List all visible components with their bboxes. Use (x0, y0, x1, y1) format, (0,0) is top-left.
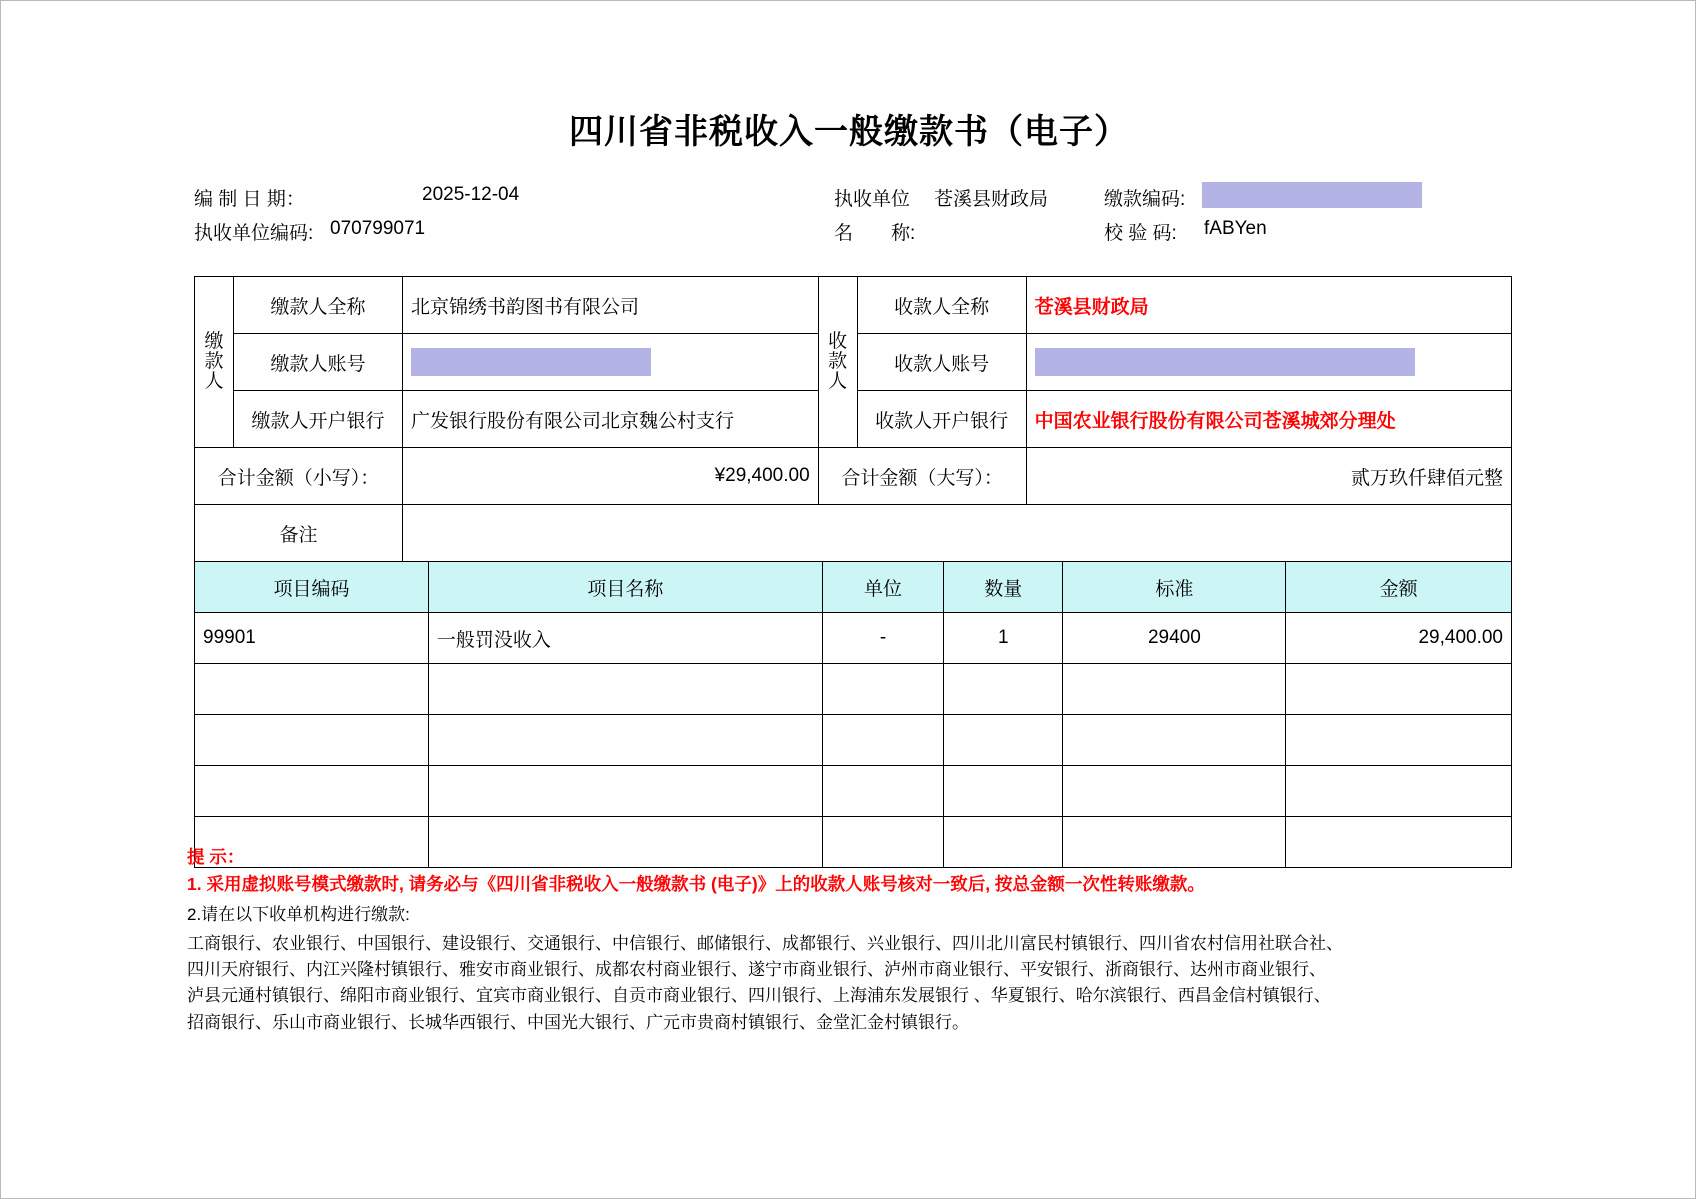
cell-name: 一般罚没收入 (428, 613, 822, 664)
cell-qty (944, 715, 1063, 766)
totals-row (195, 448, 1512, 505)
party-row-name (195, 277, 1512, 334)
cell-qty (944, 766, 1063, 817)
cell-qty (944, 664, 1063, 715)
column-header-unit: 单位 (822, 562, 943, 613)
column-header-qty: 数量 (944, 562, 1063, 613)
collector-unit-value: 苍溪县财政局 (934, 189, 1049, 210)
table-row (195, 664, 1512, 715)
payer-account-redacted (411, 348, 651, 376)
total-small-label: 合计金额（小写）： (195, 448, 403, 505)
total-capital-value: 贰万玖仟肆佰元整 (1026, 448, 1511, 505)
cell-code: 99901 (195, 613, 429, 664)
bank-list-line: 泸县元通村镇银行、绵阳市商业银行、宜宾市商业银行、自贡市商业银行、四川银行、上海浦东发展银行 、华夏银行、哈尔滨银行、西昌金信村镇银行、 (187, 986, 1331, 1006)
payee-account-redacted (1035, 348, 1415, 376)
check-code-value: fABYen (1204, 218, 1267, 239)
cell-unit (822, 715, 943, 766)
detail-table (194, 561, 1512, 868)
column-header-name: 项目名称 (428, 562, 822, 613)
table-row (195, 613, 1512, 664)
bank-list-line: 工商银行、农业银行、中国银行、建设银行、交通银行、中信银行、邮储银行、成都银行、兴业银行、四川北川富民村镇银行、四川省农村信用社联合社、 (187, 933, 1343, 953)
payee-bank-label: 收款人开户银行 (857, 391, 1026, 448)
payment-code-label: 缴款编码: (1104, 189, 1186, 210)
cell-name (428, 715, 822, 766)
total-capital-label: 合计金额（大写）： (818, 448, 1026, 505)
cell-standard: 29400 (1063, 613, 1286, 664)
payee-account-value (1026, 334, 1511, 391)
collector-code-value: 070799071 (330, 218, 426, 239)
cell-code (195, 664, 429, 715)
payer-side-label: 缴 款 人 (195, 277, 234, 448)
payment-code-redacted-value (1202, 182, 1422, 208)
cell-unit (822, 766, 943, 817)
cell-name (428, 766, 822, 817)
cell-qty: 1 (944, 613, 1063, 664)
meta-row-2 (194, 218, 1514, 252)
page-title: 四川省非税收入一般缴款书（电子） (569, 113, 1129, 151)
cell-unit (822, 664, 943, 715)
parties-table (194, 276, 1512, 562)
collector-unit-label: 执收单位 (834, 189, 911, 210)
cell-amount (1286, 766, 1512, 817)
column-header-amount: 金额 (1286, 562, 1512, 613)
cell-amount (1286, 715, 1512, 766)
notes-heading: 提 示： (187, 847, 245, 867)
column-header-code: 项目编码 (195, 562, 429, 613)
notes-line-1: 1. 采用虚拟账号模式缴款时, 请务必与《四川省非税收入一般缴款书 (电子)》上的收款人账号核对一致后, 按总金额一次性转账缴款。 (187, 874, 1205, 895)
cell-standard (1063, 664, 1286, 715)
bank-list-line: 招商银行、乐山市商业银行、长城华西银行、中国光大银行、广元市贵商村镇银行、金堂汇金村镇银行。 (187, 1012, 969, 1032)
meta-row-1 (194, 184, 1514, 218)
payer-account-label: 缴款人账号 (234, 334, 403, 391)
cell-unit: - (822, 613, 943, 664)
table-row (195, 766, 1512, 817)
payer-bank-label: 缴款人开户银行 (234, 391, 403, 448)
payer-account-value (403, 334, 819, 391)
payee-side-label: 收 款 人 (818, 277, 857, 448)
remark-row (195, 505, 1512, 562)
bank-list-line: 四川天府银行、内江兴隆村镇银行、雅安市商业银行、成都农村商业银行、遂宁市商业银行、泸州市商业银行、平安银行、浙商银行、达州市商业银行、 (187, 959, 1326, 979)
payer-name-label: 缴款人全称 (234, 277, 403, 334)
cell-code (195, 766, 429, 817)
cell-amount (1286, 664, 1512, 715)
collector-name-label: 名 称: (834, 223, 916, 244)
prepare-date-label: 编 制 日 期： (194, 189, 305, 210)
cell-standard (1063, 715, 1286, 766)
payee-name-label: 收款人全称 (857, 277, 1026, 334)
column-header-standard: 标准 (1063, 562, 1286, 613)
cell-code (195, 715, 429, 766)
notes-line-2: 2.请在以下收单机构进行缴款: (187, 905, 410, 925)
check-code-label: 校 验 码: (1104, 223, 1177, 244)
table-row (195, 715, 1512, 766)
collector-code-label: 执收单位编码: (194, 223, 314, 244)
remark-value (403, 505, 1512, 562)
payee-name-value: 苍溪县财政局 (1026, 277, 1511, 334)
header-meta (194, 184, 1514, 252)
payee-bank-value: 中国农业银行股份有限公司苍溪城郊分理处 (1026, 391, 1511, 448)
cell-name (428, 664, 822, 715)
payer-bank-value: 广发银行股份有限公司北京魏公村支行 (403, 391, 819, 448)
cell-amount: 29,400.00 (1286, 613, 1512, 664)
detail-header-row (195, 562, 1512, 613)
payer-name-value: 北京锦绣书韵图书有限公司 (403, 277, 819, 334)
total-small-value: ¥29,400.00 (403, 448, 819, 505)
notes-bank-list (187, 931, 1527, 1036)
remark-label: 备注 (195, 505, 403, 562)
payee-account-label: 收款人账号 (857, 334, 1026, 391)
prepare-date-value: 2025-12-04 (422, 184, 520, 205)
notes-section (187, 844, 1527, 1036)
cell-standard (1063, 766, 1286, 817)
